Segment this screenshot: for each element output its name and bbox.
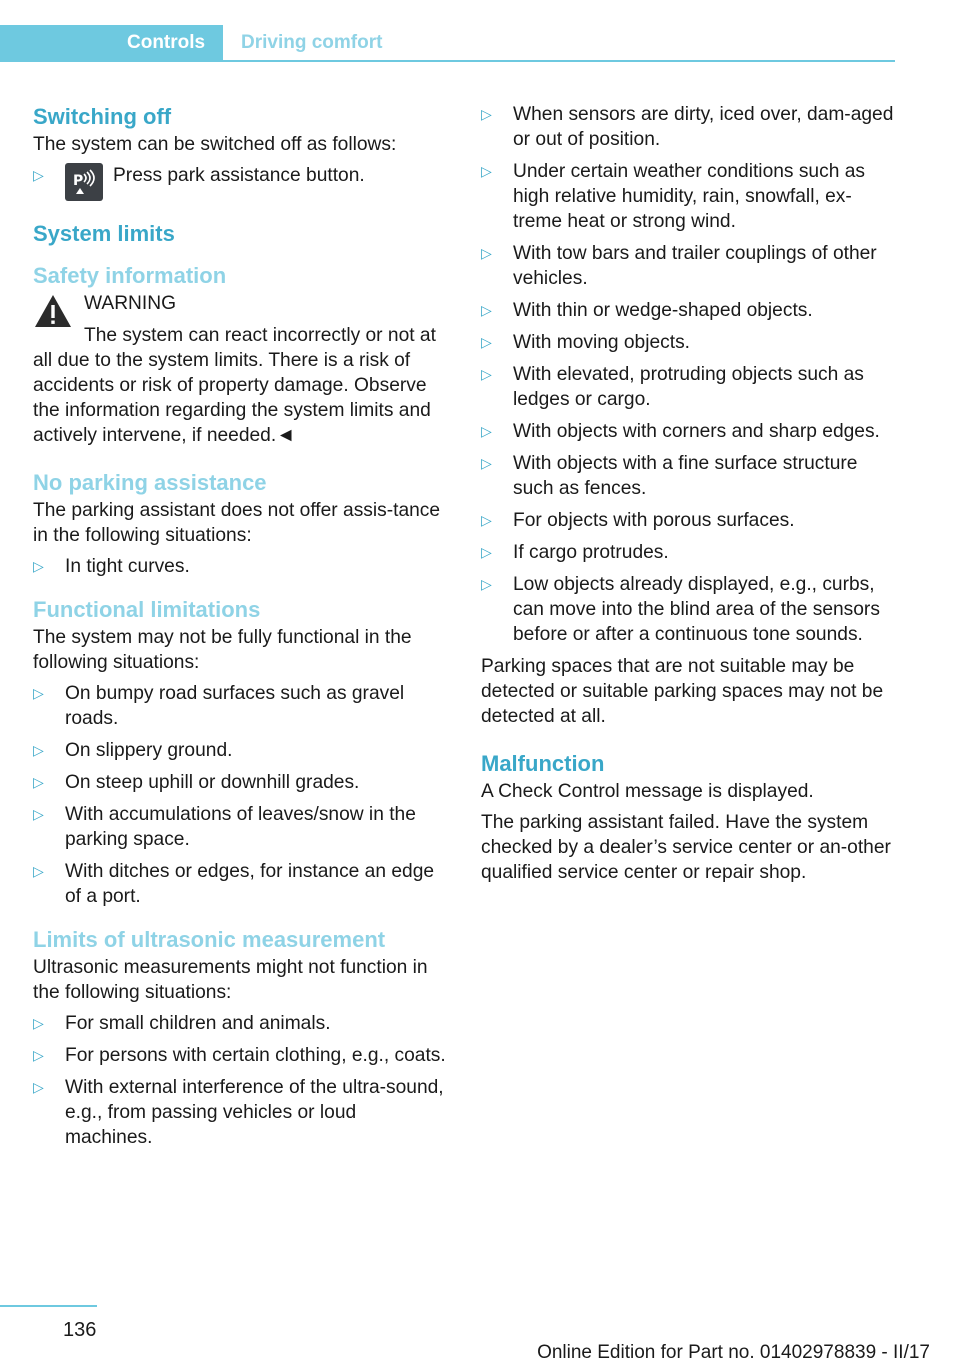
- list-item-text: In tight curves.: [65, 556, 190, 577]
- triangle-bullet-icon: ▷: [481, 544, 492, 560]
- switching-off-intro: The system can be switched off as follows:: [33, 134, 397, 155]
- triangle-bullet-icon: ▷: [33, 685, 44, 701]
- list-item-text: If cargo protrudes.: [513, 542, 669, 563]
- list-item-text: For persons with certain clothing, e.g., coats.: [65, 1045, 446, 1066]
- list-item-text: With ditches or edges, for instance an edge of a port.: [65, 861, 435, 907]
- sensor-limits-list: [481, 102, 896, 647]
- list-item-text: With objects with corners and sharp edges.: [513, 421, 880, 442]
- list-item-text: On steep uphill or downhill grades.: [65, 772, 360, 793]
- triangle-bullet-icon: ▷: [481, 302, 492, 318]
- list-item: [481, 159, 896, 234]
- list-item: [33, 770, 448, 795]
- list-item-text: With external interference of the ultra-sound, e.g., from passing vehicles or loud machines.: [65, 1077, 444, 1148]
- triangle-bullet-icon: ▷: [33, 742, 44, 758]
- warning-triangle-icon: [33, 293, 73, 329]
- list-item: [481, 508, 896, 533]
- list-item: [33, 554, 448, 579]
- footer-rule: [0, 1305, 97, 1307]
- list-item: [481, 451, 896, 501]
- triangle-bullet-icon: ▷: [33, 806, 44, 822]
- list-item: [481, 572, 896, 647]
- list-item-text: With elevated, protruding objects such as ledges or cargo.: [513, 364, 864, 410]
- warning-block: [33, 291, 448, 448]
- list-item: [33, 1075, 448, 1150]
- functional-list: [33, 681, 448, 909]
- heading-no-parking-assistance: No parking assistance: [33, 470, 267, 495]
- heading-system-limits: System limits: [33, 221, 175, 246]
- list-item-text: For small children and animals.: [65, 1013, 331, 1034]
- list-item: [33, 859, 448, 909]
- list-item-text: On bumpy road surfaces such as gravel roads.: [65, 683, 405, 729]
- list-item-text: On slippery ground.: [65, 740, 233, 761]
- triangle-bullet-icon: ▷: [33, 558, 44, 574]
- list-item: [481, 102, 896, 152]
- no-parking-intro: The parking assistant does not offer assis-tance in the following situations:: [33, 500, 441, 546]
- tab-controls[interactable]: Controls: [0, 25, 223, 62]
- heading-switching-off: Switching off: [33, 104, 172, 129]
- triangle-bullet-icon: ▷: [33, 1079, 44, 1095]
- right-column: [481, 102, 896, 891]
- list-item: [33, 1043, 448, 1068]
- no-parking-list: [33, 554, 448, 579]
- warning-label: WARNING: [84, 293, 177, 314]
- list-item-text: When sensors are dirty, iced over, dam-aged or out of position.: [513, 104, 894, 150]
- list-item-text: Under certain weather conditions such as high relative humidity, rain, snowfall, ex-treme heat or strong wind.: [513, 161, 865, 232]
- heading-malfunction: Malfunction: [481, 751, 605, 776]
- triangle-bullet-icon: ▷: [33, 1047, 44, 1063]
- triangle-bullet-icon: ▷: [481, 423, 492, 439]
- list-item-text: For objects with porous surfaces.: [513, 510, 795, 531]
- header-rule: [0, 60, 895, 62]
- triangle-bullet-icon: ▷: [481, 245, 492, 261]
- left-column: [33, 102, 448, 1157]
- list-item: [33, 1011, 448, 1036]
- triangle-bullet-icon: ▷: [481, 106, 492, 122]
- list-item: [33, 163, 448, 201]
- triangle-bullet-icon: ▷: [481, 334, 492, 350]
- triangle-bullet-icon: ▷: [481, 576, 492, 592]
- list-item: [33, 738, 448, 763]
- list-item: [481, 362, 896, 412]
- ultrasonic-intro: Ultrasonic measurements might not function in the following situations:: [33, 957, 428, 1003]
- heading-safety-information: Safety information: [33, 263, 227, 288]
- switching-off-list: [33, 163, 448, 201]
- switching-off-item: Press park assistance button.: [113, 165, 365, 186]
- malfunction-text-2: The parking assistant failed. Have the system checked by a dealer’s service center or an-other qualified service center or repair shop.: [481, 812, 891, 883]
- list-item: [33, 681, 448, 731]
- svg-text:P: P: [73, 173, 84, 189]
- list-item-text: With moving objects.: [513, 332, 691, 353]
- parking-spaces-text: Parking spaces that are not suitable may be detected or suitable parking spaces may not be detected at all.: [481, 656, 884, 727]
- heading-functional-limitations: Functional limitations: [33, 597, 261, 622]
- tab-driving-comfort[interactable]: Driving comfort: [241, 32, 383, 53]
- triangle-bullet-icon: ▷: [33, 774, 44, 790]
- triangle-bullet-icon: ▷: [481, 366, 492, 382]
- malfunction-text-1: A Check Control message is displayed.: [481, 781, 814, 802]
- triangle-bullet-icon: ▷: [481, 163, 492, 179]
- list-item-text: With thin or wedge-shaped objects.: [513, 300, 813, 321]
- list-item: [481, 540, 896, 565]
- park-assist-button-icon: [65, 163, 103, 201]
- list-item: [481, 419, 896, 444]
- list-item: [33, 802, 448, 852]
- warning-text: The system can react incorrectly or not at all due to the system limits. There is a risk of accidents or risk of property damage. Observe the information regarding the system limits and actively intervene, if needed.◄: [33, 325, 436, 446]
- triangle-bullet-icon: ▷: [33, 1015, 44, 1031]
- list-item: [481, 330, 896, 355]
- edition-note: Online Edition for Part no. 01402978839 - II/17: [537, 1342, 930, 1363]
- list-item: [481, 298, 896, 323]
- list-item: [481, 241, 896, 291]
- triangle-bullet-icon: ▷: [33, 863, 44, 879]
- page-header: [0, 25, 895, 62]
- ultrasonic-list: [33, 1011, 448, 1150]
- list-item-text: With tow bars and trailer couplings of other vehicles.: [513, 243, 877, 289]
- functional-intro: The system may not be fully functional in the following situations:: [33, 627, 412, 673]
- list-item-text: Low objects already displayed, e.g., curbs, can move into the blind area of the sensors before or after a continuous tone sounds.: [513, 574, 880, 645]
- triangle-bullet-icon: ▷: [481, 455, 492, 471]
- triangle-bullet-icon: ▷: [33, 167, 44, 183]
- triangle-bullet-icon: ▷: [481, 512, 492, 528]
- list-item-text: With accumulations of leaves/snow in the parking space.: [65, 804, 416, 850]
- page-number: 136: [63, 1319, 97, 1341]
- heading-ultrasonic-limits: Limits of ultrasonic measurement: [33, 927, 386, 952]
- list-item-text: With objects with a fine surface structure such as fences.: [513, 453, 858, 499]
